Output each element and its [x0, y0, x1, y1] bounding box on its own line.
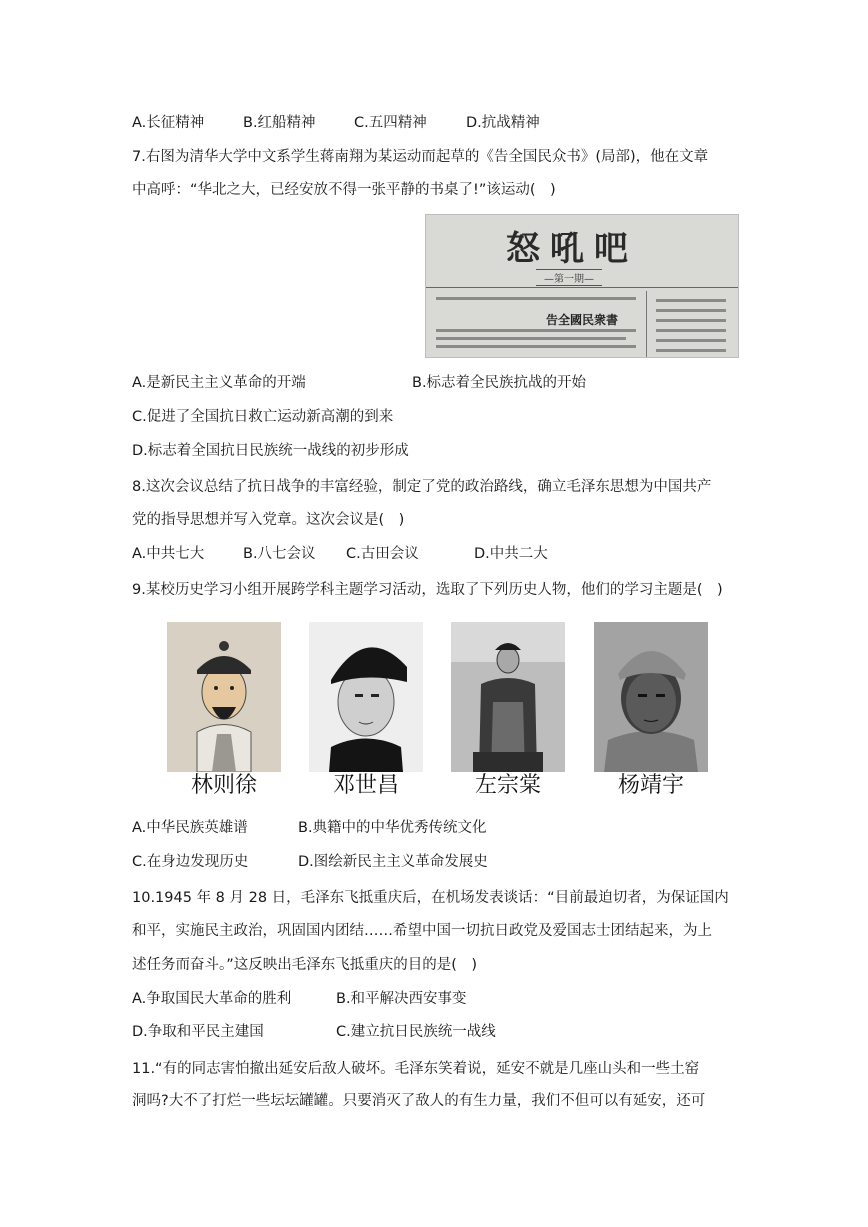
q11-stem-line-1: 11.“有的同志害怕撤出延安后敌人破坏。毛泽东笑着说，延安不就是几座山头和一些土窑	[132, 1061, 700, 1077]
newspaper-text-line	[436, 345, 636, 348]
figure-name-1: 林则徐	[190, 773, 257, 798]
newspaper-headline: 告全國民衆書	[546, 313, 619, 327]
q8-option-c: C.古田会议	[346, 546, 419, 562]
q10-stem-line-3: 述任务而奋斗。”这反映出毛泽东飞抵重庆的目的是( )	[132, 957, 478, 973]
q8-option-b: B.八七会议	[243, 546, 316, 562]
q9-option-c: C.在身边发现历史	[132, 854, 249, 870]
q10-option-c: C.建立抗日民族统一战线	[336, 1024, 496, 1040]
newspaper-column-rule	[646, 291, 647, 357]
newspaper-text-line	[436, 337, 626, 340]
newspaper-divider	[426, 287, 738, 288]
portrait-lin-zexu	[167, 622, 281, 772]
q6-option-a: A.长征精神	[132, 115, 205, 131]
newspaper-text-line	[656, 309, 726, 312]
figure-name-2: 邓世昌	[332, 773, 399, 798]
newspaper-text-line	[656, 299, 726, 302]
q9-option-b: B.典籍中的中华优秀传统文化	[298, 820, 487, 836]
q10-option-b: B.和平解决西安事变	[336, 991, 467, 1007]
q8-stem-line-2: 党的指导思想并写入党章。这次会议是( )	[132, 512, 405, 528]
q7-option-c: C.促进了全国抗日救亡运动新高潮的到来	[132, 409, 394, 425]
q10-option-a: A.争取国民大革命的胜利	[132, 991, 292, 1007]
q9-option-d: D.图绘新民主主义革命发展史	[298, 854, 488, 870]
newspaper-masthead: 怒吼吧	[506, 229, 638, 269]
newspaper-image	[425, 214, 739, 358]
newspaper-text-line	[656, 329, 726, 332]
portrait-zuo-zongtang	[451, 622, 565, 772]
q11-stem-line-2: 洞吗?大不了打烂一些坛坛罐罐。只要消灭了敌人的有生力量，我们不但可以有延安，还可	[132, 1093, 706, 1109]
figure-name-3: 左宗棠	[474, 773, 541, 798]
q8-option-a: A.中共七大	[132, 546, 205, 562]
newspaper-issue: —第一期—	[536, 269, 602, 286]
q7-stem-line-2: 中高呼：“华北之大，已经安放不得一张平静的书桌了!”该运动( )	[132, 182, 556, 198]
q7-stem-line-1: 7.右图为清华大学中文系学生蒋南翔为某运动而起草的《告全国民众书》(局部)，他在文章	[132, 149, 709, 165]
newspaper-text-line	[656, 319, 726, 322]
q6-option-b: B.红船精神	[243, 115, 316, 131]
q10-stem-line-1: 10.1945 年 8 月 28 日，毛泽东飞抵重庆后，在机场发表谈话：“目前最迫切者，为保证国内	[132, 890, 729, 906]
newspaper-text-line	[656, 349, 726, 352]
portrait-yang-jingyu	[594, 622, 708, 772]
q7-option-a: A.是新民主主义革命的开端	[132, 375, 306, 391]
q9-stem: 9.某校历史学习小组开展跨学科主题学习活动，选取了下列历史人物，他们的学习主题是( )	[132, 582, 723, 598]
q7-option-d: D.标志着全国抗日民族统一战线的初步形成	[132, 443, 409, 459]
newspaper-text-line	[436, 297, 636, 300]
q8-option-d: D.中共二大	[474, 546, 548, 562]
portrait-deng-shichang	[309, 622, 423, 772]
q10-option-d: D.争取和平民主建国	[132, 1024, 264, 1040]
q9-option-a: A.中华民族英雄谱	[132, 820, 248, 836]
newspaper-text-line	[656, 339, 726, 342]
q7-option-b: B.标志着全民族抗战的开始	[412, 375, 587, 391]
figure-name-4: 杨靖宇	[617, 773, 684, 798]
q10-stem-line-2: 和平，实施民主政治，巩固国内团结……希望中国一切抗日政党及爱国志士团结起来，为上	[132, 923, 712, 939]
q8-stem-line-1: 8.这次会议总结了抗日战争的丰富经验，制定了党的政治路线，确立毛泽东思想为中国共产	[132, 479, 712, 495]
q6-option-c: C.五四精神	[354, 115, 427, 131]
q6-option-d: D.抗战精神	[466, 115, 540, 131]
newspaper-text-line	[436, 329, 636, 332]
